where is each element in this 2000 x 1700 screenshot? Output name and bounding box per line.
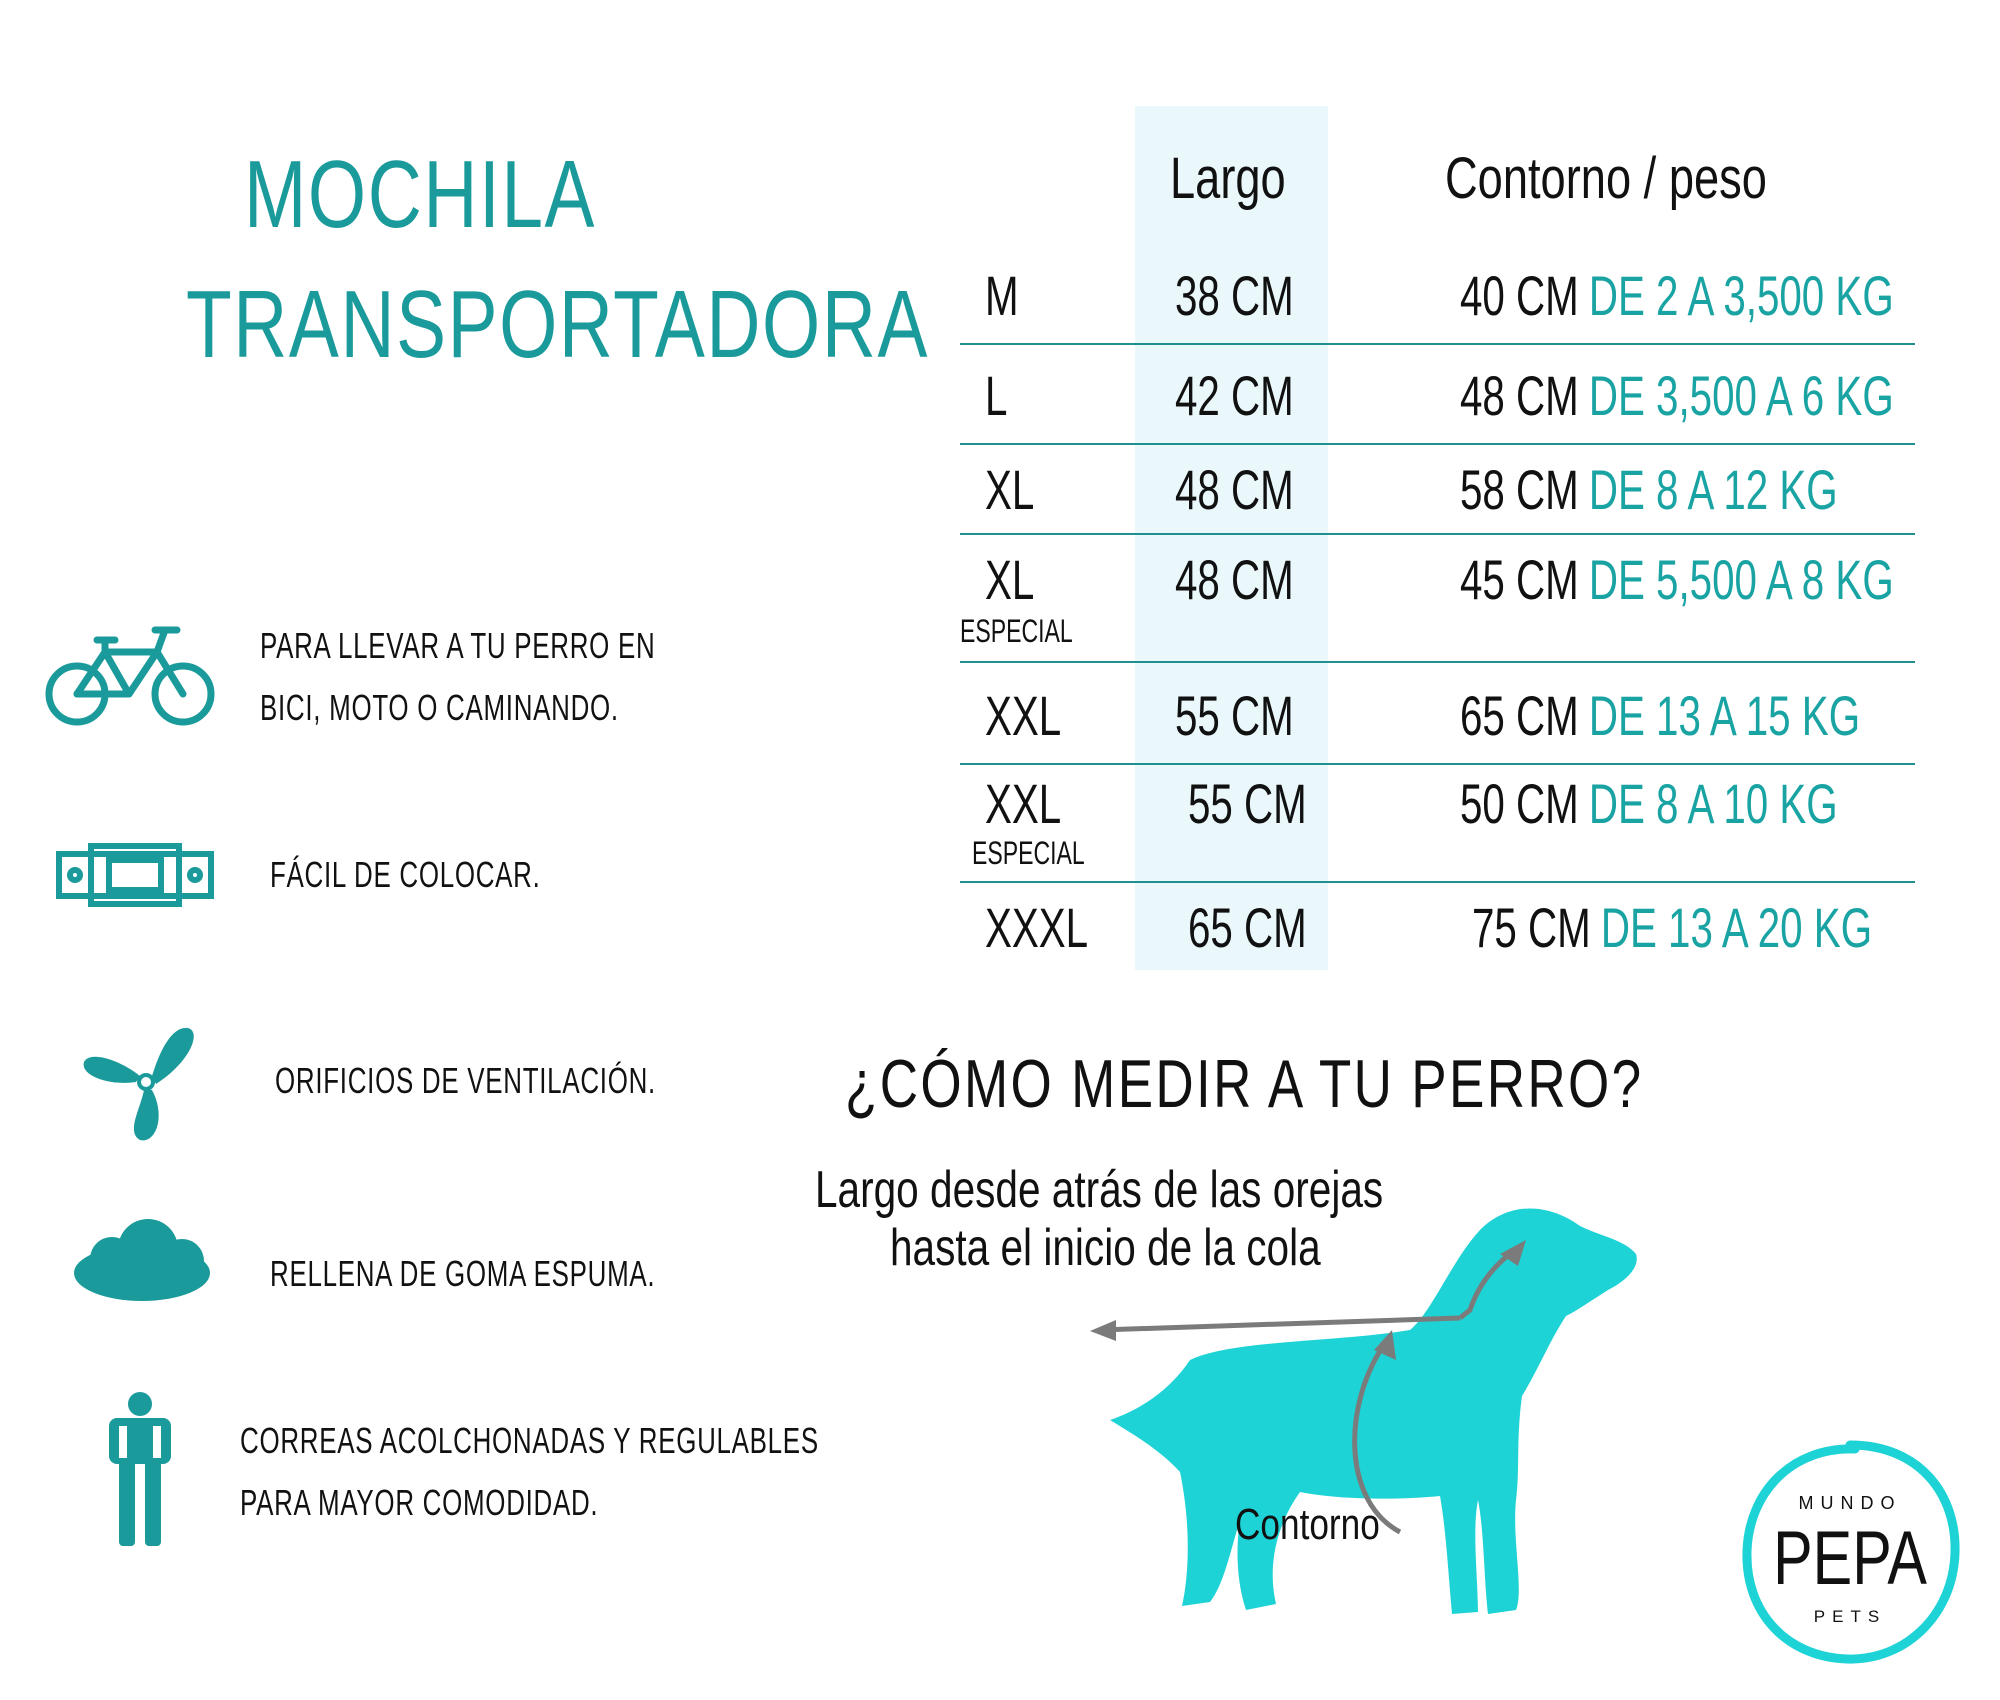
peso-value: DE 13 A 15 KG (1588, 684, 1861, 747)
feature-bicycle-line1: PARA LLEVAR A TU PERRO EN (260, 625, 656, 666)
size-sublabel: ESPECIAL (972, 835, 1085, 871)
feature-straps (105, 1390, 865, 1560)
contorno-peso-value (1472, 895, 1872, 960)
feature-straps-line1: CORREAS ACOLCHONADAS Y REGULABLES (240, 1420, 819, 1461)
peso-value: DE 8 A 12 KG (1588, 458, 1838, 521)
header-largo: Largo (1170, 146, 1286, 211)
logo-mundo: MUNDO (1798, 1493, 1902, 1513)
table-row (960, 445, 1915, 535)
table-row (960, 245, 1915, 345)
product-title-line1: MOCHILA (243, 141, 597, 248)
bicycle-icon (45, 622, 215, 732)
backpack-person-icon (105, 1390, 175, 1550)
contorno-value: 45 CM (1460, 548, 1579, 611)
feature-bicycle (45, 600, 845, 750)
contorno-label: Contorno (1235, 1500, 1380, 1549)
feature-fan (80, 1020, 780, 1150)
cloud-icon (70, 1215, 215, 1305)
contorno-peso-value (1460, 363, 1894, 428)
largo-value: 42 CM (1175, 364, 1294, 427)
feature-cloud-line1: RELLENA DE GOMA ESPUMA. (270, 1253, 656, 1294)
contorno-value: 48 CM (1460, 364, 1579, 427)
size-label: L (985, 364, 1008, 427)
table-row (960, 535, 1915, 663)
table-row (960, 883, 1915, 973)
peso-value: DE 2 A 3,500 KG (1588, 264, 1894, 327)
size-label: M (985, 264, 1019, 327)
header-contorno-peso: Contorno / peso (1445, 146, 1767, 211)
largo-value: 48 CM (1175, 548, 1294, 611)
largo-instruction-line1: Largo desde atrás de las orejas (815, 1161, 1384, 1219)
table-row (960, 663, 1915, 765)
largo-value: 48 CM (1175, 458, 1294, 521)
fan-icon (80, 1020, 210, 1145)
dog-silhouette-icon (1080, 1200, 1660, 1630)
contorno-value: 50 CM (1460, 772, 1579, 835)
contorno-peso-value (1460, 547, 1894, 612)
feature-fan-line1: ORIFICIOS DE VENTILACIÓN. (275, 1060, 656, 1101)
size-label: XXL (985, 684, 1062, 747)
contorno-value: 58 CM (1460, 458, 1579, 521)
peso-value: DE 13 A 20 KG (1600, 896, 1873, 959)
table-row (960, 765, 1915, 883)
peso-value: DE 5,500 A 8 KG (1588, 548, 1894, 611)
contorno-peso-value (1460, 771, 1838, 836)
contorno-value: 65 CM (1460, 684, 1579, 747)
feature-bicycle-line2: BICI, MOTO O CAMINANDO. (260, 687, 619, 728)
mundo-pepa-pets-logo (1735, 1435, 1965, 1670)
contorno-value: 40 CM (1460, 264, 1579, 327)
logo-pepa: PEPA (1773, 1516, 1927, 1601)
contorno-peso-value (1460, 263, 1894, 328)
largo-value: 65 CM (1188, 896, 1307, 959)
contorno-peso-value (1460, 683, 1860, 748)
size-table (960, 100, 1920, 980)
logo-pets: PETS (1813, 1607, 1887, 1626)
peso-value: DE 3,500 A 6 KG (1588, 364, 1894, 427)
largo-value: 55 CM (1175, 684, 1294, 747)
peso-value: DE 8 A 10 KG (1588, 772, 1838, 835)
contorno-value: 75 CM (1472, 896, 1591, 959)
feature-cloud (70, 1215, 770, 1325)
measure-title: ¿CÓMO MEDIR A TU PERRO? (845, 1046, 1644, 1122)
feature-buckle (55, 840, 755, 930)
largo-instruction-line2: hasta el inicio de la cola (890, 1219, 1321, 1277)
feature-buckle-line1: FÁCIL DE COLOCAR. (270, 854, 541, 895)
size-label: XXXL (985, 896, 1089, 959)
table-row (960, 345, 1915, 445)
largo-value: 55 CM (1188, 772, 1307, 835)
largo-value: 38 CM (1175, 264, 1294, 327)
size-sublabel: ESPECIAL (960, 613, 1073, 649)
size-label: XL (985, 458, 1035, 521)
product-title-line2: TRANSPORTADORA (186, 271, 929, 378)
contorno-peso-value (1460, 457, 1838, 522)
buckle-icon (55, 840, 215, 910)
feature-straps-line2: PARA MAYOR COMODIDAD. (240, 1482, 599, 1523)
size-label: XL (985, 548, 1035, 611)
size-label: XXL (985, 772, 1062, 835)
